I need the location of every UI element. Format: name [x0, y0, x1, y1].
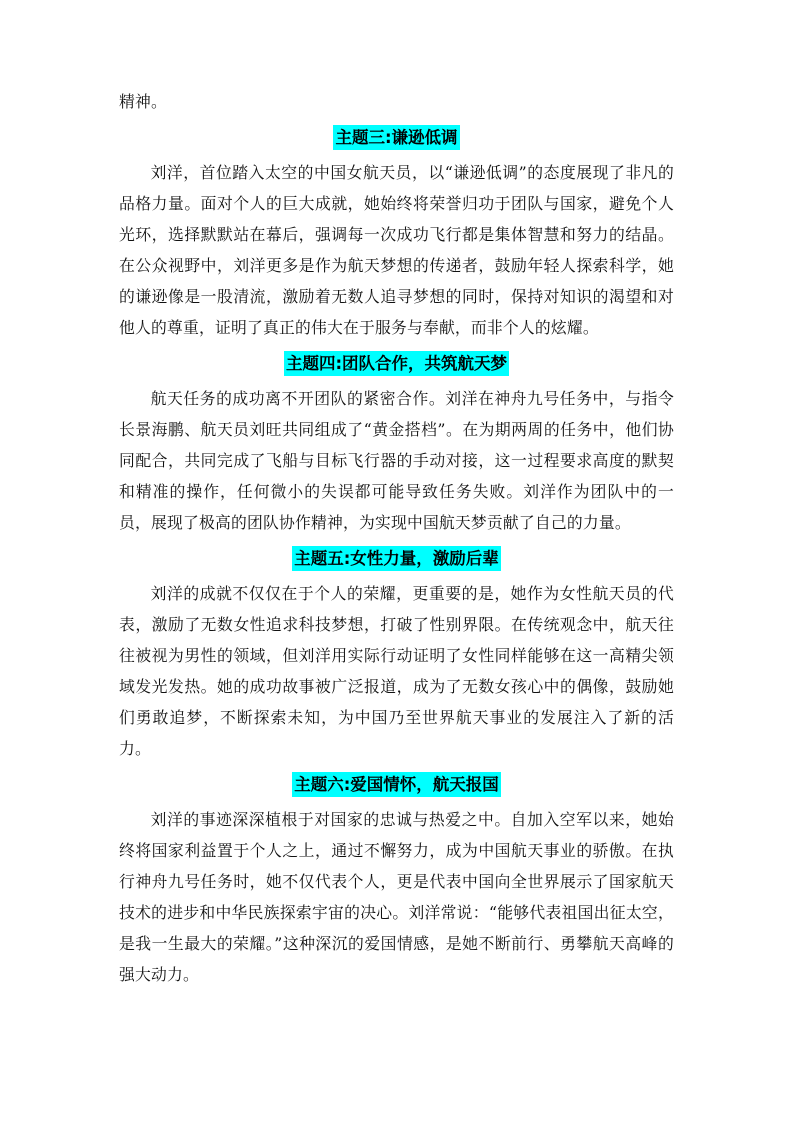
section-5-heading-row: [119, 538, 674, 578]
section-5-heading: 主题五:女性力量，激励后辈: [292, 546, 501, 571]
document-body: [119, 86, 674, 990]
section-4-body: 航天任务的成功离不开团队的紧密合作。刘洋在神舟九号任务中，与指令长景海鹏、航天员刘旺共同组成了“黄金搭档”。在为期两周的任务中，他们协同配合，共同完成了飞船与目标飞行器的手动对接，这一过程要求高度的默契和精准的操作，任何微小的失误都可能导致任务失败。刘洋作为团队中的一员，展现了极高的团队协作精神，为实现中国航天梦贡献了自己的力量。: [119, 389, 674, 532]
intro-tail-paragraph: 精神。: [119, 92, 167, 111]
section-4-heading-row: [119, 343, 674, 383]
section-6-body: 刘洋的事迹深深植根于对国家的忠诚与热爱之中。自加入空军以来，她始终将国家利益置于个人之上，通过不懈努力，成为中国航天事业的骄傲。在执行神舟九号任务时，她不仅代表个人，更是代表中国向全世界展示了国家航天技术的进步和中华民族探索宇宙的决心。刘洋常说：“能够代表祖国出征太空，是我一生最大的荣耀。”这种深沉的爱国情感，是她不断前行、勇攀航天高峰的强大动力。: [119, 810, 674, 984]
section-3-heading-row: [119, 117, 674, 157]
section-3-body: 刘洋，首位踏入太空的中国女航天员，以“谦逊低调”的态度展现了非凡的品格力量。面对个人的巨大成就，她始终将荣誉归功于团队与国家，避免个人光环，选择默默站在幕后，强调每一次成功飞行都是集体智慧和努力的结晶。在公众视野中，刘洋更多是作为航天梦想的传递者，鼓励年轻人探索科学，她的谦逊像是一股清流，激励着无数人追寻梦想的同时，保持对知识的渴望和对他人的尊重，证明了真正的伟大在于服务与奉献，而非个人的炫耀。: [119, 163, 674, 337]
section-6-heading-row: [119, 764, 674, 804]
section-4-heading: 主题四:团队合作，共筑航天梦: [284, 351, 509, 376]
section-6-heading: 主题六:爱国情怀，航天报国: [292, 772, 501, 797]
section-3-heading: 主题三:谦逊低调: [333, 125, 459, 150]
section-5-body: 刘洋的成就不仅仅在于个人的荣耀，更重要的是，她作为女性航天员的代表，激励了无数女性追求科技梦想，打破了性别界限。在传统观念中，航天往往被视为男性的领域，但刘洋用实际行动证明了女性同样能够在这一高精尖领域发光发热。她的成功故事被广泛报道，成为了无数女孩心中的偶像，鼓励她们勇敢追梦，不断探索未知，为中国乃至世界航天事业的发展注入了新的活力。: [119, 584, 674, 758]
